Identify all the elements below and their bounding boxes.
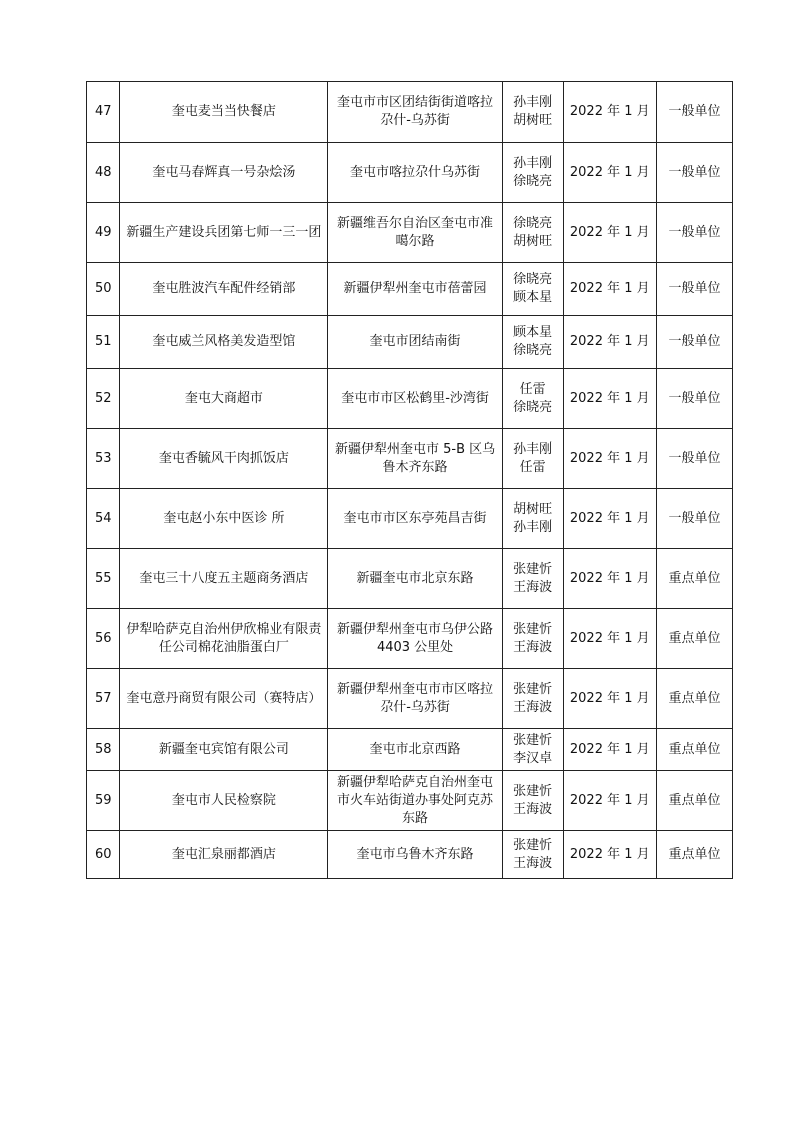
inspector-name: 徐晓亮 xyxy=(513,343,553,358)
date-cell: 2022 年 1 月 xyxy=(563,429,656,489)
address-cell: 新疆伊犁州奎屯市乌伊公路 4403 公里处 xyxy=(328,609,502,669)
unit-level-cell: 重点单位 xyxy=(656,669,732,729)
inspector-name: 张建忻 xyxy=(513,561,553,577)
unit-level-cell: 一般单位 xyxy=(656,369,732,429)
inspector-cell xyxy=(502,729,563,771)
table-row xyxy=(87,729,733,771)
inspector-cell xyxy=(502,549,563,609)
address-cell: 奎屯市市区团结街街道喀拉尕什-乌苏街 xyxy=(328,82,502,143)
date-cell: 2022 年 1 月 xyxy=(563,82,656,143)
unit-name-cell: 奎屯赵小东中医诊 所 xyxy=(120,489,328,549)
table-row xyxy=(87,831,733,879)
inspector-name: 孙丰刚 xyxy=(513,95,553,110)
address-cell: 奎屯市喀拉尕什乌苏街 xyxy=(328,143,502,203)
inspector-name: 顾本星 xyxy=(513,325,553,340)
unit-name-cell: 伊犁哈萨克自治州伊欣棉业有限责任公司棉花油脂蛋白厂 xyxy=(120,609,328,669)
inspector-name: 孙丰刚 xyxy=(513,441,553,457)
inspector-name: 任雷 xyxy=(519,459,546,475)
unit-name-cell: 奎屯大商超市 xyxy=(120,369,328,429)
unit-level-cell: 一般单位 xyxy=(656,316,732,369)
unit-level-cell: 重点单位 xyxy=(656,729,732,771)
address-cell: 新疆伊犁州奎屯市 5-B 区乌鲁木齐东路 xyxy=(328,429,502,489)
row-number-cell: 50 xyxy=(87,263,120,316)
inspector-name: 张建忻 xyxy=(513,621,553,637)
inspector-name: 胡树旺 xyxy=(513,233,553,249)
unit-name-cell: 奎屯市人民检察院 xyxy=(120,771,328,831)
date-cell: 2022 年 1 月 xyxy=(563,489,656,549)
row-number-cell: 57 xyxy=(87,669,120,729)
inspector-cell xyxy=(502,203,563,263)
unit-name-cell: 奎屯香毓风干肉抓饭店 xyxy=(120,429,328,489)
unit-level-cell: 重点单位 xyxy=(656,609,732,669)
inspector-name: 任雷 xyxy=(519,381,546,397)
unit-name-cell: 奎屯胜波汽车配件经销部 xyxy=(120,263,328,316)
row-number-cell: 58 xyxy=(87,729,120,771)
unit-level-cell: 一般单位 xyxy=(656,489,732,549)
row-number-cell: 56 xyxy=(87,609,120,669)
table-row xyxy=(87,771,733,831)
inspector-name: 王海波 xyxy=(513,801,553,817)
inspector-name: 孙丰刚 xyxy=(513,155,553,171)
unit-name-cell: 奎屯马春辉真一号杂烩汤 xyxy=(120,143,328,203)
unit-name-cell: 新疆奎屯宾馆有限公司 xyxy=(120,729,328,771)
table-row xyxy=(87,203,733,263)
inspector-name: 徐晓亮 xyxy=(513,215,553,231)
unit-level-cell: 一般单位 xyxy=(656,143,732,203)
table-row xyxy=(87,316,733,369)
address-cell: 新疆维吾尔自治区奎屯市准噶尔路 xyxy=(328,203,502,263)
table-row xyxy=(87,489,733,549)
row-number-cell: 49 xyxy=(87,203,120,263)
inspector-name: 孙丰刚 xyxy=(513,519,553,535)
inspector-cell xyxy=(502,429,563,489)
inspector-cell xyxy=(502,609,563,669)
address-cell: 奎屯市北京西路 xyxy=(328,729,502,771)
table-row xyxy=(87,263,733,316)
unit-level-cell: 一般单位 xyxy=(656,429,732,489)
inspector-cell xyxy=(502,489,563,549)
row-number-cell: 51 xyxy=(87,316,120,369)
inspector-name: 徐晓亮 xyxy=(513,399,553,415)
unit-level-cell: 一般单位 xyxy=(656,263,732,316)
row-number-cell: 60 xyxy=(87,831,120,879)
date-cell: 2022 年 1 月 xyxy=(563,729,656,771)
inspector-name: 王海波 xyxy=(513,699,553,715)
row-number-cell: 59 xyxy=(87,771,120,831)
inspector-name: 王海波 xyxy=(513,855,553,871)
row-number-cell: 52 xyxy=(87,369,120,429)
inspector-name: 徐晓亮 xyxy=(513,173,553,189)
row-number-cell: 48 xyxy=(87,143,120,203)
inspector-name: 张建忻 xyxy=(513,837,553,853)
unit-level-cell: 重点单位 xyxy=(656,831,732,879)
unit-level-cell: 一般单位 xyxy=(656,203,732,263)
inspector-name: 张建忻 xyxy=(513,732,553,748)
inspection-table xyxy=(86,81,733,879)
address-cell: 新疆伊犁州奎屯市市区喀拉尕什-乌苏街 xyxy=(328,669,502,729)
unit-name-cell: 奎屯威兰风格美发造型馆 xyxy=(120,316,328,369)
inspector-cell xyxy=(502,669,563,729)
inspector-name: 张建忻 xyxy=(513,681,553,697)
address-cell: 奎屯市团结南街 xyxy=(328,316,502,369)
table-row xyxy=(87,143,733,203)
date-cell: 2022 年 1 月 xyxy=(563,831,656,879)
date-cell: 2022 年 1 月 xyxy=(563,771,656,831)
table-body xyxy=(87,82,733,879)
inspector-name: 张建忻 xyxy=(513,783,553,799)
inspector-name: 徐晓亮 xyxy=(513,272,553,287)
row-number-cell: 47 xyxy=(87,82,120,143)
unit-name-cell: 奎屯三十八度五主题商务酒店 xyxy=(120,549,328,609)
address-cell: 新疆奎屯市北京东路 xyxy=(328,549,502,609)
table-row xyxy=(87,549,733,609)
table-row xyxy=(87,82,733,143)
inspector-cell xyxy=(502,369,563,429)
inspector-cell xyxy=(502,263,563,316)
date-cell: 2022 年 1 月 xyxy=(563,143,656,203)
row-number-cell: 54 xyxy=(87,489,120,549)
address-cell: 奎屯市乌鲁木齐东路 xyxy=(328,831,502,879)
inspector-name: 王海波 xyxy=(513,639,553,655)
table-row xyxy=(87,669,733,729)
inspector-name: 王海波 xyxy=(513,579,553,595)
inspector-name: 胡树旺 xyxy=(513,113,553,128)
inspector-cell xyxy=(502,82,563,143)
table-row xyxy=(87,429,733,489)
address-cell: 新疆伊犁哈萨克自治州奎屯市火车站街道办事处阿克苏东路 xyxy=(328,771,502,831)
date-cell: 2022 年 1 月 xyxy=(563,549,656,609)
inspector-name: 胡树旺 xyxy=(513,501,553,517)
table-row xyxy=(87,609,733,669)
date-cell: 2022 年 1 月 xyxy=(563,609,656,669)
inspector-cell xyxy=(502,143,563,203)
address-cell: 新疆伊犁州奎屯市蓓蕾园 xyxy=(328,263,502,316)
row-number-cell: 55 xyxy=(87,549,120,609)
unit-level-cell: 重点单位 xyxy=(656,771,732,831)
row-number-cell: 53 xyxy=(87,429,120,489)
date-cell: 2022 年 1 月 xyxy=(563,203,656,263)
address-cell: 奎屯市市区松鹤里-沙湾街 xyxy=(328,369,502,429)
inspector-name: 顾本星 xyxy=(513,290,553,305)
unit-name-cell: 奎屯意丹商贸有限公司（赛特店） xyxy=(120,669,328,729)
inspector-cell xyxy=(502,316,563,369)
unit-level-cell: 重点单位 xyxy=(656,549,732,609)
date-cell: 2022 年 1 月 xyxy=(563,369,656,429)
inspector-name: 李汉卓 xyxy=(513,750,553,766)
date-cell: 2022 年 1 月 xyxy=(563,316,656,369)
unit-name-cell: 新疆生产建设兵团第七师一三一团 xyxy=(120,203,328,263)
unit-name-cell: 奎屯麦当当快餐店 xyxy=(120,82,328,143)
date-cell: 2022 年 1 月 xyxy=(563,263,656,316)
inspector-cell xyxy=(502,831,563,879)
unit-name-cell: 奎屯汇泉丽都酒店 xyxy=(120,831,328,879)
inspector-cell xyxy=(502,771,563,831)
unit-level-cell: 一般单位 xyxy=(656,82,732,143)
address-cell: 奎屯市市区东亭苑昌吉街 xyxy=(328,489,502,549)
date-cell: 2022 年 1 月 xyxy=(563,669,656,729)
table-row xyxy=(87,369,733,429)
